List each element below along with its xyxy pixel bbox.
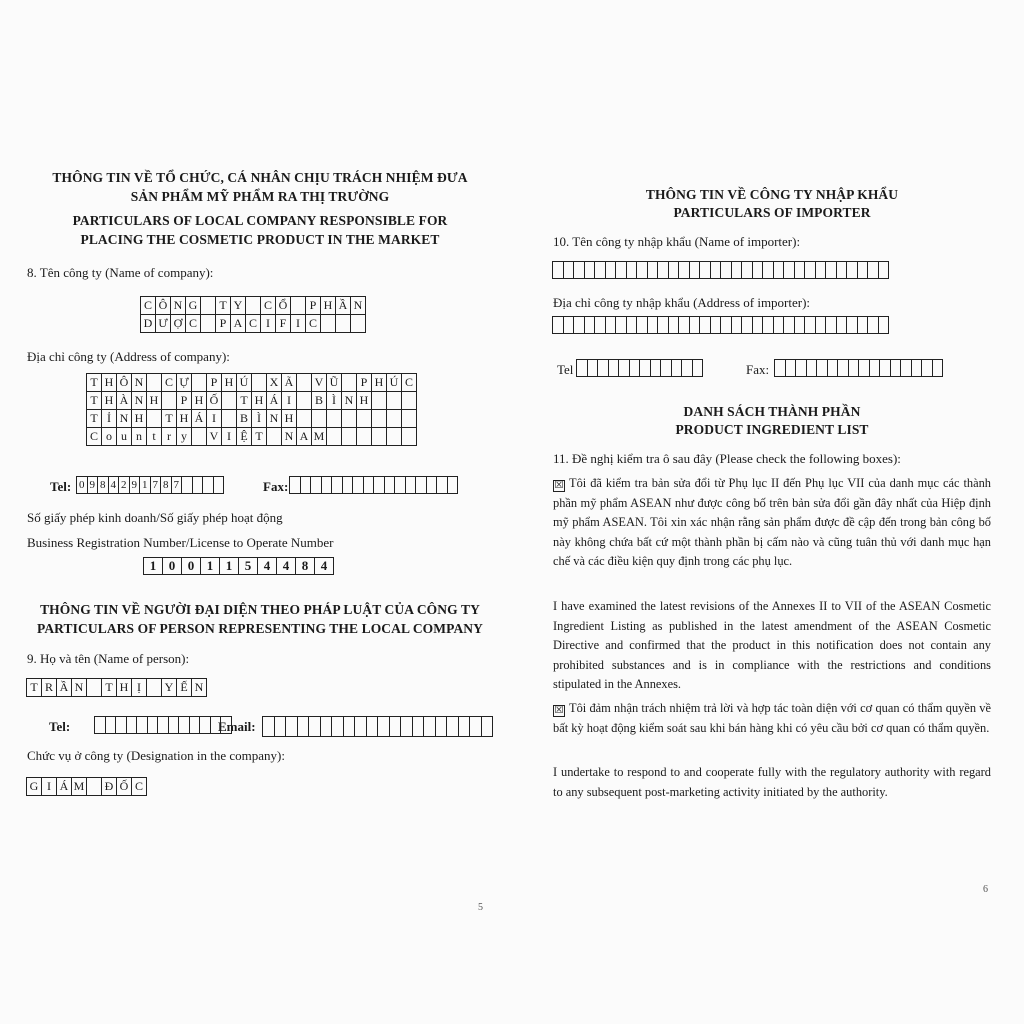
letter-box[interactable]: A	[230, 314, 246, 333]
grid-row	[577, 360, 703, 377]
grid-row	[553, 317, 889, 334]
letter-box[interactable]: Ầ	[56, 678, 72, 697]
left-heading-en	[20, 211, 500, 249]
designation-grid[interactable]	[27, 778, 147, 796]
letter-box[interactable]	[146, 678, 162, 697]
letter-box[interactable]: I	[206, 409, 222, 428]
grid-row	[141, 315, 366, 333]
letter-box[interactable]: X	[266, 373, 282, 392]
rep-heading-en: PARTICULARS OF PERSON REPRESENTING THE LOCAL COMPANY	[36, 621, 484, 636]
letter-box[interactable]: T	[251, 427, 267, 446]
heading-line: PLACING THE COSMETIC PRODUCT IN THE MARKET	[80, 232, 440, 247]
letter-box[interactable]: H	[371, 373, 387, 392]
letter-box[interactable]: F	[275, 314, 291, 333]
letter-box[interactable]: n	[131, 427, 147, 446]
letter-box[interactable]: 8	[295, 557, 315, 575]
letter-box[interactable]: Ì	[326, 391, 342, 410]
letter-box[interactable]: C	[140, 296, 156, 315]
letter-box[interactable]: T	[236, 391, 252, 410]
page-number-left: 5	[478, 902, 483, 913]
grid-row	[263, 717, 493, 737]
letter-box[interactable]	[161, 391, 177, 410]
letter-box[interactable]	[146, 409, 162, 428]
letter-box[interactable]: 4	[276, 557, 296, 575]
letter-box[interactable]	[371, 409, 387, 428]
letter-box[interactable]	[371, 427, 387, 446]
grid-row	[144, 558, 334, 575]
letter-box[interactable]	[335, 314, 351, 333]
letter-box[interactable]	[320, 314, 336, 333]
importer-tel-label: Tel	[557, 362, 574, 377]
letter-box[interactable]: Ì	[251, 409, 267, 428]
letter-box[interactable]	[86, 678, 102, 697]
letter-box[interactable]: Ô	[155, 296, 171, 315]
license-number-boxes[interactable]	[144, 558, 334, 575]
letter-box[interactable]: C	[305, 314, 321, 333]
letter-box[interactable]: N	[131, 391, 147, 410]
company-address-label: Địa chỉ công ty (Address of company):	[27, 349, 230, 364]
letter-box[interactable]: N	[350, 296, 366, 315]
letter-box[interactable]: 1	[200, 557, 220, 575]
letter-box[interactable]: H	[221, 373, 237, 392]
fax-boxes[interactable]	[290, 477, 458, 494]
grid-row	[27, 679, 207, 697]
email-label: Email:	[218, 719, 256, 734]
letter-box[interactable]: y	[176, 427, 192, 446]
letter-box[interactable]: N	[131, 373, 147, 392]
letter-box[interactable]: H	[281, 409, 297, 428]
grid-row	[141, 297, 366, 315]
letter-box[interactable]: N	[191, 678, 207, 697]
letter-box[interactable]: Á	[56, 777, 72, 796]
letter-box[interactable]	[356, 409, 372, 428]
declaration-2-vn-text: Tôi đảm nhận trách nhiệm trả lời và hợp tác toàn diện với cơ quan có thẩm quyền về bất kỳ hoạt động kiểm soát sau khi bán hàng khi có yêu cầu bởi cơ quan có thẩm quyền.	[553, 701, 991, 735]
letter-box[interactable]: N	[116, 409, 132, 428]
company-name-label: 8. Tên công ty (Name of company):	[27, 265, 214, 280]
tel-boxes[interactable]	[77, 477, 224, 494]
letter-box[interactable]	[341, 373, 357, 392]
letter-box[interactable]: I	[41, 777, 57, 796]
letter-box[interactable]: T	[101, 678, 117, 697]
letter-box[interactable]: T	[26, 678, 42, 697]
heading-line: PARTICULARS OF LOCAL COMPANY RESPONSIBLE FOR	[72, 213, 448, 228]
letter-box[interactable]: o	[101, 427, 117, 446]
letter-box[interactable]: t	[146, 427, 162, 446]
letter-box[interactable]: N	[266, 409, 282, 428]
letter-box[interactable]: Ũ	[326, 373, 342, 392]
checkbox-icon[interactable]: ☒	[554, 705, 564, 716]
letter-box[interactable]	[386, 427, 402, 446]
letter-box[interactable]: Y	[161, 678, 177, 697]
letter-box[interactable]	[356, 427, 372, 446]
grid-row	[290, 477, 458, 494]
grid-row	[95, 717, 232, 734]
letter-box[interactable]	[326, 427, 342, 446]
page-number-right: 6	[983, 884, 988, 895]
letter-box[interactable]	[296, 391, 312, 410]
letter-box[interactable]: P	[356, 373, 372, 392]
letter-box[interactable]: I	[290, 314, 306, 333]
declaration-1-vn	[553, 474, 991, 572]
letter-box[interactable]	[296, 409, 312, 428]
letter-box[interactable]: 0	[162, 557, 182, 575]
letter-box[interactable]: V	[311, 373, 327, 392]
grid-row	[87, 410, 417, 428]
letter-box[interactable]	[221, 391, 237, 410]
letter-box[interactable]	[311, 409, 327, 428]
letter-box[interactable]: R	[41, 678, 57, 697]
letter-box[interactable]: I	[281, 391, 297, 410]
letter-box[interactable]: H	[251, 391, 267, 410]
letter-box[interactable]	[221, 409, 237, 428]
letter-box[interactable]: D	[140, 314, 156, 333]
declaration-1-vn-text: Tôi đã kiểm tra bản sửa đổi từ Phụ lục II đến Phụ lục VII của danh mục các thành phần mỹ phẩm ASEAN như được công bố trên bản sửa đổi gần đây nhất của Hiệp định mỹ phẩm ASEAN. Tôi xin xác nhận rằng sản phẩm được đề cập đến trong bản công bố này không chứa bất cứ một thành phần bị cấm nào và cũng tuân thủ với danh mục hạn chế và các điều kiện quy định trong các phụ lục.	[553, 476, 991, 569]
person-name-grid[interactable]	[27, 679, 207, 697]
letter-box[interactable]: 8	[160, 476, 172, 494]
letter-box[interactable]	[341, 427, 357, 446]
letter-box[interactable]	[191, 427, 207, 446]
letter-box[interactable]: H	[131, 409, 147, 428]
importer-tel-boxes[interactable]	[577, 360, 703, 377]
letter-box[interactable]	[447, 476, 459, 494]
letter-box[interactable]: V	[206, 427, 222, 446]
letter-box[interactable]: 5	[238, 557, 258, 575]
grid-row	[87, 392, 417, 410]
letter-box[interactable]: 2	[118, 476, 130, 494]
letter-box[interactable]: Ợ	[170, 314, 186, 333]
letter-box[interactable]: Ệ	[236, 427, 252, 446]
grid-row	[77, 477, 224, 494]
letter-box[interactable]: T	[86, 391, 102, 410]
letter-box[interactable]: G	[26, 777, 42, 796]
letter-box[interactable]	[146, 373, 162, 392]
importer-fax-boxes[interactable]	[775, 360, 943, 377]
letter-box[interactable]: À	[116, 391, 132, 410]
company-address-grid[interactable]	[87, 374, 417, 446]
letter-box[interactable]	[341, 409, 357, 428]
letter-box[interactable]: Ự	[176, 373, 192, 392]
letter-box[interactable]	[200, 296, 216, 315]
letter-box[interactable]: H	[116, 678, 132, 697]
letter-box[interactable]: Ã	[281, 373, 297, 392]
letter-box[interactable]: Ế	[176, 678, 192, 697]
letter-box[interactable]: M	[71, 777, 87, 796]
letter-box[interactable]	[200, 314, 216, 333]
letter-box[interactable]: G	[185, 296, 201, 315]
letter-box[interactable]: 4	[257, 557, 277, 575]
letter-box[interactable]	[386, 409, 402, 428]
importer-address-boxes[interactable]	[553, 317, 889, 334]
letter-box[interactable]: P	[206, 373, 222, 392]
letter-box[interactable]: 7	[171, 476, 183, 494]
heading-line: SẢN PHẨM MỸ PHẨM RA THỊ TRƯỜNG	[130, 189, 390, 204]
declaration-2-en: I undertake to respond to and cooperate fully with the regulatory authority with regard to any subsequent post-marketing activity initiated by the authority.	[553, 765, 991, 799]
check-label: 11. Đề nghị kiểm tra ô sau đây (Please check the following boxes):	[553, 451, 901, 466]
person-name-label: 9. Họ và tên (Name of person):	[27, 651, 190, 666]
license-label-en: Business Registration Number/License to Operate Number	[27, 535, 334, 550]
letter-box[interactable]	[251, 373, 267, 392]
email-boxes[interactable]	[263, 717, 493, 737]
importer-heading-vn: THÔNG TIN VỀ CÔNG TY NHẬP KHẨU	[645, 187, 899, 202]
letter-box[interactable]: C	[260, 296, 276, 315]
letter-box[interactable]	[266, 427, 282, 446]
letter-box[interactable]: N	[281, 427, 297, 446]
letter-box[interactable]: I	[221, 427, 237, 446]
letter-box[interactable]: C	[86, 427, 102, 446]
letter-box[interactable]	[878, 261, 890, 279]
letter-box[interactable]: 0	[76, 476, 88, 494]
letter-box[interactable]: Ầ	[335, 296, 351, 315]
company-name-grid[interactable]	[141, 297, 366, 333]
letter-box[interactable]	[401, 391, 417, 410]
grid-row	[27, 778, 147, 796]
letter-box[interactable]: H	[320, 296, 336, 315]
letter-box[interactable]: T	[161, 409, 177, 428]
letter-box[interactable]	[86, 777, 102, 796]
letter-box[interactable]: 7	[150, 476, 162, 494]
letter-box[interactable]: Ổ	[275, 296, 291, 315]
importer-name-label: 10. Tên công ty nhập khẩu (Name of importer):	[553, 234, 801, 249]
letter-box[interactable]	[481, 716, 494, 737]
declaration-2-vn	[553, 699, 991, 738]
letter-box[interactable]	[386, 391, 402, 410]
letter-box[interactable]: 8	[97, 476, 109, 494]
letter-box[interactable]: Ố	[116, 777, 132, 796]
fax-label: Fax:	[263, 479, 289, 494]
letter-box[interactable]: T	[215, 296, 231, 315]
rep-tel-label: Tel:	[49, 719, 71, 734]
ingredient-heading-en: PRODUCT INGREDIENT LIST	[675, 422, 869, 437]
letter-box[interactable]: Á	[266, 391, 282, 410]
letter-box[interactable]	[692, 359, 704, 377]
letter-box[interactable]: P	[176, 391, 192, 410]
letter-box[interactable]: C	[401, 373, 417, 392]
letter-box[interactable]: H	[176, 409, 192, 428]
letter-box[interactable]: T	[86, 409, 102, 428]
letter-box[interactable]: T	[86, 373, 102, 392]
letter-box[interactable]: A	[296, 427, 312, 446]
letter-box[interactable]: Ú	[236, 373, 252, 392]
letter-box[interactable]	[350, 314, 366, 333]
ingredient-heading-vn: DANH SÁCH THÀNH PHẦN	[683, 404, 861, 419]
heading-line: THÔNG TIN VỀ TỔ CHỨC, CÁ NHÂN CHỊU TRÁCH NHIỆM ĐƯA	[52, 170, 468, 185]
letter-box[interactable]	[296, 373, 312, 392]
letter-box[interactable]	[932, 359, 944, 377]
letter-box[interactable]: P	[215, 314, 231, 333]
letter-box[interactable]: Ỉ	[101, 409, 117, 428]
letter-box[interactable]	[326, 409, 342, 428]
letter-box[interactable]: Đ	[101, 777, 117, 796]
letter-box[interactable]	[191, 373, 207, 392]
rep-heading-vn: THÔNG TIN VỀ NGƯỜI ĐẠI DIỆN THEO PHÁP LUẬT CỦA CÔNG TY	[40, 602, 480, 617]
letter-box[interactable]	[213, 476, 225, 494]
letter-box[interactable]: P	[305, 296, 321, 315]
letter-box[interactable]: N	[170, 296, 186, 315]
letter-box[interactable]: Ư	[155, 314, 171, 333]
letter-box[interactable]: Y	[230, 296, 246, 315]
letter-box[interactable]: 9	[87, 476, 99, 494]
letter-box[interactable]: H	[101, 373, 117, 392]
letter-box[interactable]: 4	[108, 476, 120, 494]
letter-box[interactable]: Ố	[206, 391, 222, 410]
letter-box[interactable]	[290, 296, 306, 315]
importer-address-label: Địa chỉ công ty nhập khẩu (Address of importer):	[553, 295, 811, 310]
license-label-vn: Số giấy phép kinh doanh/Số giấy phép hoạt động	[27, 510, 283, 525]
left-heading-vn	[20, 168, 500, 206]
tel-label: Tel:	[50, 479, 72, 494]
letter-box[interactable]: H	[356, 391, 372, 410]
letter-box[interactable]: B	[311, 391, 327, 410]
letter-box[interactable]: C	[131, 777, 147, 796]
letter-box[interactable]	[401, 427, 417, 446]
letter-box[interactable]	[878, 316, 890, 334]
designation-label: Chức vụ ở công ty (Designation in the company):	[27, 748, 285, 763]
letter-box[interactable]: 0	[181, 557, 201, 575]
letter-box[interactable]: N	[341, 391, 357, 410]
letter-box[interactable]: 1	[143, 557, 163, 575]
letter-box[interactable]: 1	[219, 557, 239, 575]
letter-box[interactable]: Ị	[131, 678, 147, 697]
grid-row	[87, 374, 417, 392]
grid-row	[87, 428, 417, 446]
letter-box[interactable]	[371, 391, 387, 410]
rep-tel-boxes[interactable]	[95, 717, 232, 734]
letter-box[interactable]: N	[71, 678, 87, 697]
letter-box[interactable]: u	[116, 427, 132, 446]
importer-fax-label: Fax:	[746, 362, 770, 377]
letter-box[interactable]: C	[245, 314, 261, 333]
letter-box[interactable]: r	[161, 427, 177, 446]
letter-box[interactable]: Ô	[116, 373, 132, 392]
letter-box[interactable]	[401, 409, 417, 428]
letter-box[interactable]: C	[161, 373, 177, 392]
letter-box[interactable]: 4	[314, 557, 334, 575]
checkbox-icon[interactable]: ☒	[554, 480, 564, 491]
letter-box[interactable]: 9	[129, 476, 141, 494]
letter-box[interactable]: Á	[191, 409, 207, 428]
letter-box[interactable]: 1	[139, 476, 151, 494]
letter-box[interactable]: I	[260, 314, 276, 333]
letter-box[interactable]: H	[146, 391, 162, 410]
grid-row	[775, 360, 943, 377]
letter-box[interactable]: H	[191, 391, 207, 410]
declaration-1-en: I have examined the latest revisions of the Annexes II to VII of the ASEAN Cosmetic Ingredient Listing as published in the latest amendment of the ASEAN Cosmetic Directive and confirmed that the product in this notification does not contain any prohibited substances and is in compliance with the restrictions and conditions stipulated in the Annexes.	[553, 599, 991, 692]
letter-box[interactable]: H	[101, 391, 117, 410]
importer-name-boxes[interactable]	[553, 262, 889, 279]
letter-box[interactable]: M	[311, 427, 327, 446]
letter-box[interactable]	[245, 296, 261, 315]
letter-box[interactable]: C	[185, 314, 201, 333]
importer-heading-en: PARTICULARS OF IMPORTER	[673, 205, 871, 220]
grid-row	[553, 262, 889, 279]
letter-box[interactable]: Ú	[386, 373, 402, 392]
letter-box[interactable]: B	[236, 409, 252, 428]
